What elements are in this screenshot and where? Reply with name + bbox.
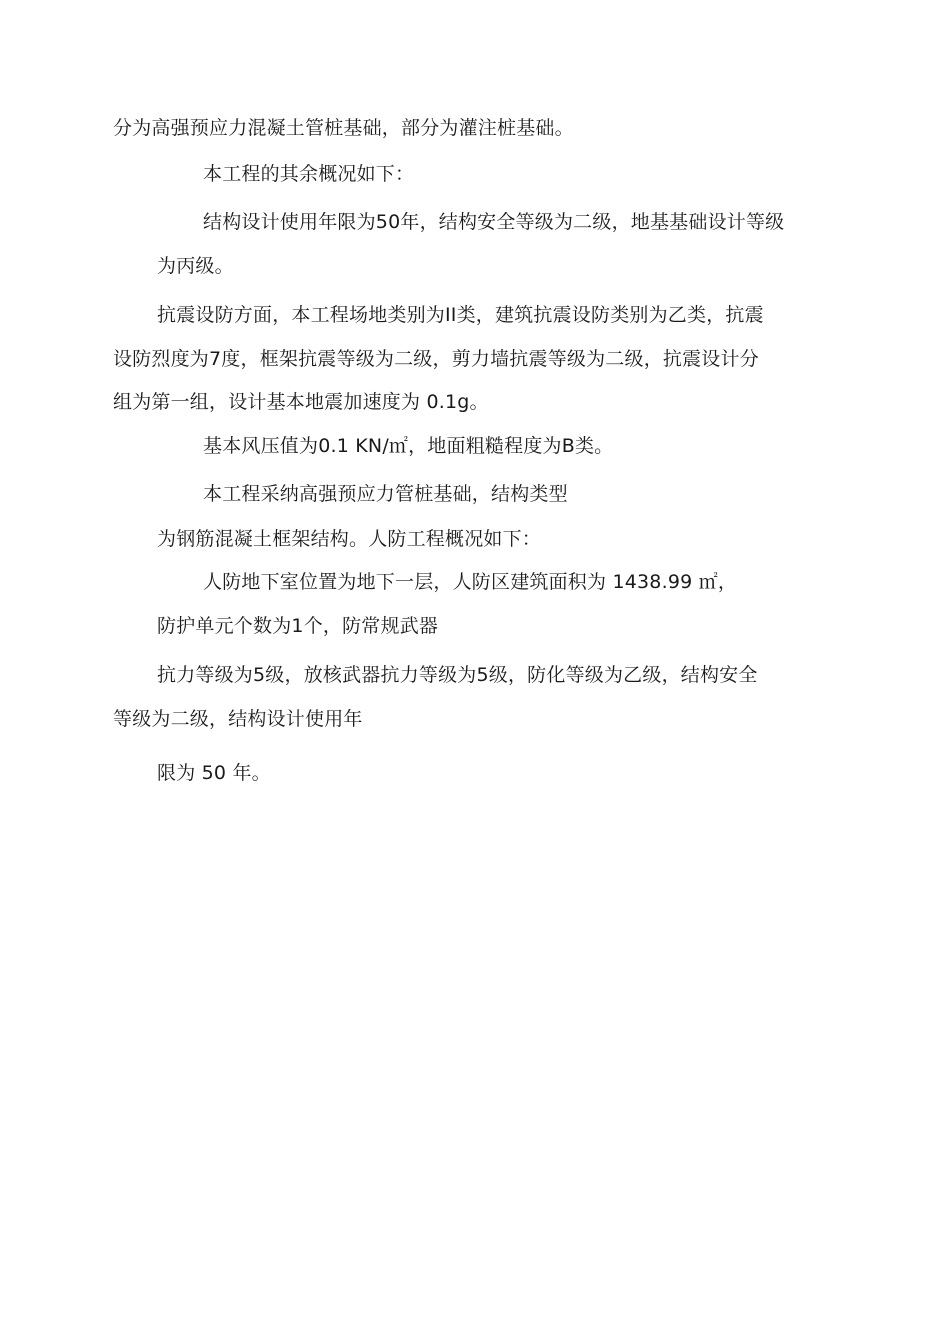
text-line: 抗震设防方面，本工程场地类别为II类，建筑抗震设防类别为乙类，抗震 [157,304,764,326]
text-line: 设防烈度为7度，框架抗震等级为二级，剪力墙抗震等级为二级，抗震设计分 [113,348,759,370]
text-line: 本工程的其余概况如下： [203,163,415,185]
text-line: 结构设计使用年限为50年，结构安全等级为二级，地基基础设计等级 [203,211,785,233]
text-line: 基本风压值为0.1 KN/㎡，地面粗糙程度为B类。 [203,435,614,457]
text-line: 防护单元个数为1个，防常规武器 [157,615,439,637]
text-line: 人防地下室位置为地下一层，人防区建筑面积为 1438.99 ㎡， [203,571,738,593]
text-line: 组为第一组，设计基本地震加速度为 0.1g。 [113,391,489,413]
text-line: 分为高强预应力混凝土管桩基础，部分为灌注桩基础。 [113,117,574,139]
text-line: 抗力等级为5级，放核武器抗力等级为5级，防化等级为乙级，结构安全 [157,664,758,686]
text-line: 等级为二级，结构设计使用年 [113,708,363,730]
text-line: 为钢筋混凝土框架结构。人防工程概况如下： [157,528,542,550]
text-line: 本工程采纳高强预应力管桩基础，结构类型 [203,483,568,505]
text-line: 限为 50 年。 [157,762,271,784]
text-line: 为丙级。 [157,255,234,277]
